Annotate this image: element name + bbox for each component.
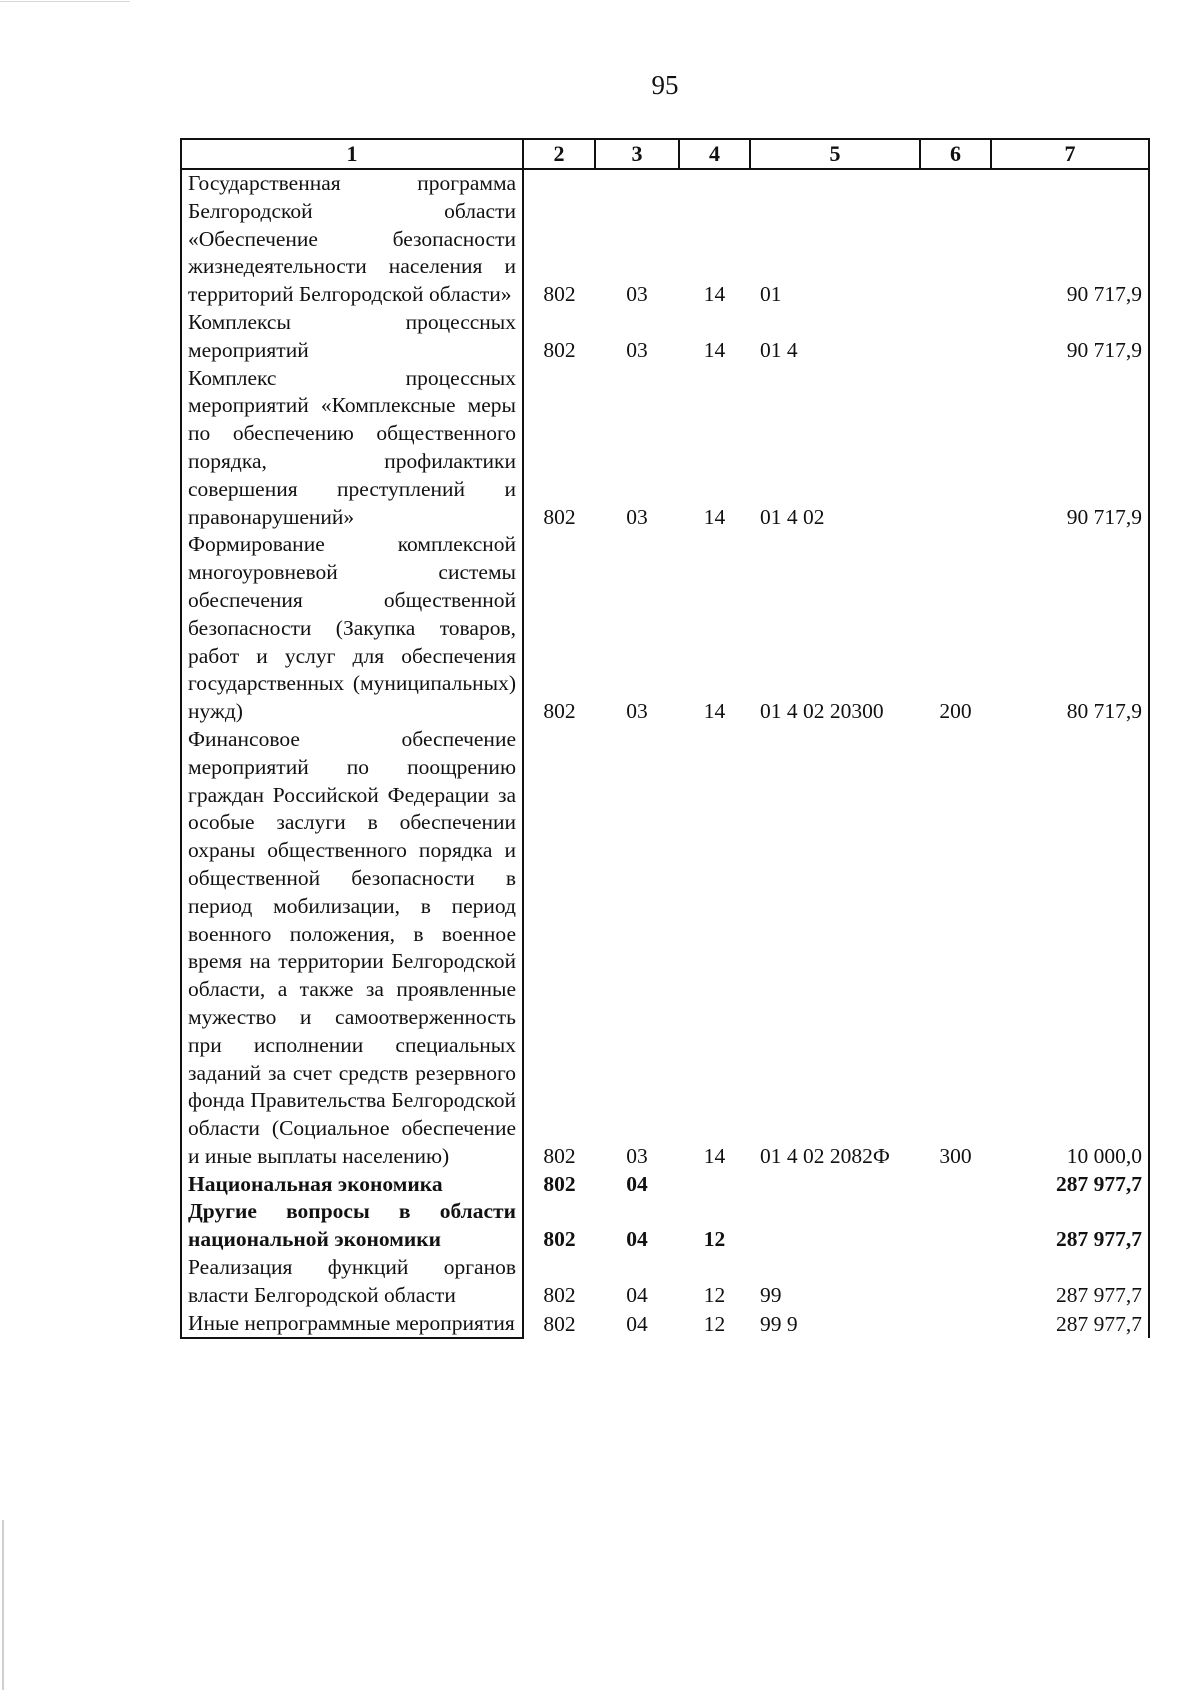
row-amount bbox=[991, 365, 1149, 532]
row-subitem-code-text: 12 bbox=[703, 1227, 726, 1252]
row-name-cell-text: Иные непрограммные мероприятия bbox=[188, 1310, 515, 1335]
row-subsection-code-text: 03 bbox=[626, 282, 648, 307]
row-target-article-code-text: 99 bbox=[760, 1282, 782, 1307]
row-section-code-text: 802 bbox=[543, 282, 576, 307]
row-section-code bbox=[523, 169, 595, 309]
scan-margin-line bbox=[2, 1520, 4, 1690]
row-subitem-code-text: 14 bbox=[703, 1143, 726, 1168]
row-amount bbox=[991, 169, 1149, 309]
row-section-code bbox=[523, 726, 595, 1171]
row-target-article-code bbox=[750, 726, 920, 1171]
row-target-article-code bbox=[750, 1310, 920, 1339]
row-name-cell bbox=[181, 1171, 523, 1199]
row-subitem-code-text: 12 bbox=[703, 1282, 726, 1307]
row-amount-text: 80 717,9 bbox=[1066, 699, 1142, 724]
header-col-1: 1 bbox=[181, 139, 523, 169]
row-name-cell bbox=[181, 365, 523, 532]
row-expense-type-code bbox=[920, 169, 991, 309]
row-section-code-text: 802 bbox=[543, 1227, 576, 1252]
row-subsection-code-text: 04 bbox=[626, 1311, 648, 1336]
row-subitem-code bbox=[679, 1171, 750, 1199]
row-subsection-code-text: 03 bbox=[626, 699, 648, 724]
row-amount bbox=[991, 531, 1149, 726]
row-expense-type-code bbox=[920, 1198, 991, 1254]
row-section-code bbox=[523, 531, 595, 726]
row-subsection-code bbox=[595, 1171, 679, 1199]
row-amount bbox=[991, 1198, 1149, 1254]
table-row bbox=[181, 309, 1149, 365]
row-target-article-code bbox=[750, 1198, 920, 1254]
row-subitem-code bbox=[679, 1310, 750, 1339]
row-target-article-code-text: 01 4 02 bbox=[760, 504, 825, 529]
row-amount-text: 90 717,9 bbox=[1066, 282, 1142, 307]
row-name-cell-text: Формирование комплексной многоуровневой системы обеспечения общественной безопасности (Закупка товаров, работ и услуг для обеспечения государственных (муниципальных) нужд) bbox=[188, 532, 516, 724]
row-expense-type-code-text: 300 bbox=[939, 1143, 972, 1168]
row-subsection-code bbox=[595, 1198, 679, 1254]
row-target-article-code bbox=[750, 365, 920, 532]
row-subsection-code-text: 03 bbox=[626, 337, 648, 362]
row-name-cell-text: Реализация функций органов власти Белгородской области bbox=[188, 1255, 516, 1307]
row-name-cell-text: Комплексы процессных мероприятий bbox=[188, 309, 516, 362]
row-amount-text: 287 977,7 bbox=[1056, 1171, 1142, 1196]
row-amount-text: 90 717,9 bbox=[1066, 504, 1142, 529]
row-subitem-code bbox=[679, 1254, 750, 1310]
row-expense-type-code bbox=[920, 309, 991, 365]
row-subsection-code bbox=[595, 531, 679, 726]
row-name-cell bbox=[181, 1310, 523, 1339]
row-subitem-code-text: 14 bbox=[703, 699, 726, 724]
table-row bbox=[181, 531, 1149, 726]
row-name-cell bbox=[181, 531, 523, 726]
row-subsection-code bbox=[595, 309, 679, 365]
row-target-article-code bbox=[750, 531, 920, 726]
row-expense-type-code bbox=[920, 726, 991, 1171]
row-amount bbox=[991, 1254, 1149, 1310]
row-name-cell-text: Финансовое обеспечение мероприятий по поощрению граждан Российской Федерации за особые заслуги в обеспечении охраны общественного порядка и общественной безопасности в период мобилизации, в период военного положения, в военное время на территории Белгородской области, а также за проявленные мужество и самоотверженность при исполнении специальных заданий за счет средств резервного фонда Правительства Белгородской области (Социальное обеспечение и иные выплаты населению) bbox=[188, 726, 516, 1168]
row-expense-type-code bbox=[920, 531, 991, 726]
row-expense-type-code bbox=[920, 1310, 991, 1339]
row-subitem-code-text: 14 bbox=[703, 337, 726, 362]
row-subitem-code-text: 14 bbox=[703, 282, 726, 307]
header-col-7: 7 bbox=[991, 139, 1149, 169]
budget-table-frame bbox=[180, 138, 1148, 1339]
row-section-code bbox=[523, 1171, 595, 1199]
table-row bbox=[181, 1171, 1149, 1199]
table-row bbox=[181, 1198, 1149, 1254]
row-subsection-code bbox=[595, 1254, 679, 1310]
row-amount bbox=[991, 726, 1149, 1171]
table-header-row bbox=[181, 139, 1149, 169]
header-col-6: 6 bbox=[920, 139, 991, 169]
table-row bbox=[181, 169, 1149, 309]
row-target-article-code bbox=[750, 1171, 920, 1199]
row-section-code-text: 802 bbox=[543, 504, 576, 529]
scan-edge-line bbox=[0, 1, 130, 2]
row-section-code-text: 802 bbox=[543, 337, 576, 362]
row-target-article-code bbox=[750, 309, 920, 365]
row-subitem-code bbox=[679, 169, 750, 309]
row-expense-type-code bbox=[920, 1254, 991, 1310]
row-name-cell-text: Государственная программа Белгородской области «Обеспечение безопасности жизнедеятельности населения и территорий Белгородской области» bbox=[188, 171, 516, 307]
row-name-cell bbox=[181, 169, 523, 309]
row-name-cell bbox=[181, 726, 523, 1171]
row-subitem-code bbox=[679, 726, 750, 1171]
table-row bbox=[181, 1310, 1149, 1339]
table-row bbox=[181, 726, 1149, 1171]
row-section-code bbox=[523, 1254, 595, 1310]
row-section-code-text: 802 bbox=[543, 699, 576, 724]
table-row bbox=[181, 365, 1149, 532]
row-amount-text: 10 000,0 bbox=[1066, 1143, 1142, 1168]
row-section-code bbox=[523, 1198, 595, 1254]
row-subitem-code bbox=[679, 309, 750, 365]
row-expense-type-code-text: 200 bbox=[939, 699, 972, 724]
header-col-4: 4 bbox=[679, 139, 750, 169]
row-target-article-code-text: 99 9 bbox=[760, 1311, 798, 1336]
row-target-article-code bbox=[750, 169, 920, 309]
header-col-2: 2 bbox=[523, 139, 595, 169]
row-name-cell bbox=[181, 309, 523, 365]
row-expense-type-code bbox=[920, 365, 991, 532]
row-expense-type-code bbox=[920, 1171, 991, 1199]
row-amount bbox=[991, 309, 1149, 365]
row-target-article-code-text: 01 4 02 2082Ф bbox=[760, 1143, 890, 1168]
row-subsection-code bbox=[595, 365, 679, 532]
header-col-3: 3 bbox=[595, 139, 679, 169]
row-subitem-code-text: 12 bbox=[703, 1311, 726, 1336]
row-subsection-code-text: 04 bbox=[626, 1282, 648, 1307]
row-target-article-code bbox=[750, 1254, 920, 1310]
row-target-article-code-text: 01 bbox=[760, 282, 782, 307]
header-col-5: 5 bbox=[750, 139, 920, 169]
row-name-cell-text: Другие вопросы в области национальной экономики bbox=[188, 1199, 516, 1252]
row-subsection-code bbox=[595, 1310, 679, 1339]
row-section-code-text: 802 bbox=[543, 1171, 576, 1196]
row-section-code-text: 802 bbox=[543, 1282, 576, 1307]
row-subitem-code bbox=[679, 1198, 750, 1254]
row-subsection-code-text: 04 bbox=[626, 1227, 648, 1252]
budget-table bbox=[180, 138, 1150, 1339]
row-subitem-code bbox=[679, 365, 750, 532]
row-name-cell-text: Национальная экономика bbox=[188, 1171, 443, 1196]
row-subsection-code-text: 03 bbox=[626, 504, 648, 529]
page-number: 95 bbox=[651, 70, 679, 100]
row-amount-text: 90 717,9 bbox=[1066, 337, 1142, 362]
row-subitem-code-text: 14 bbox=[703, 504, 726, 529]
row-subsection-code bbox=[595, 726, 679, 1171]
row-section-code-text: 802 bbox=[543, 1311, 576, 1336]
row-name-cell bbox=[181, 1198, 523, 1254]
row-amount-text: 287 977,7 bbox=[1056, 1282, 1142, 1307]
row-section-code bbox=[523, 309, 595, 365]
row-subsection-code-text: 03 bbox=[626, 1143, 648, 1168]
row-amount-text: 287 977,7 bbox=[1056, 1311, 1142, 1336]
row-amount-text: 287 977,7 bbox=[1056, 1227, 1142, 1252]
row-amount bbox=[991, 1171, 1149, 1199]
row-target-article-code-text: 01 4 bbox=[760, 337, 798, 362]
row-subsection-code-text: 04 bbox=[626, 1171, 648, 1196]
row-section-code-text: 802 bbox=[543, 1143, 576, 1168]
row-subitem-code bbox=[679, 531, 750, 726]
row-section-code bbox=[523, 365, 595, 532]
row-target-article-code-text: 01 4 02 20300 bbox=[760, 699, 884, 724]
row-section-code bbox=[523, 1310, 595, 1339]
row-subsection-code bbox=[595, 169, 679, 309]
table-row bbox=[181, 1254, 1149, 1310]
row-amount bbox=[991, 1310, 1149, 1339]
row-name-cell-text: Комплекс процессных мероприятий «Комплексные меры по обеспечению общественного порядка, профилактики совершения преступлений и правонарушений» bbox=[188, 365, 516, 529]
row-name-cell bbox=[181, 1254, 523, 1310]
